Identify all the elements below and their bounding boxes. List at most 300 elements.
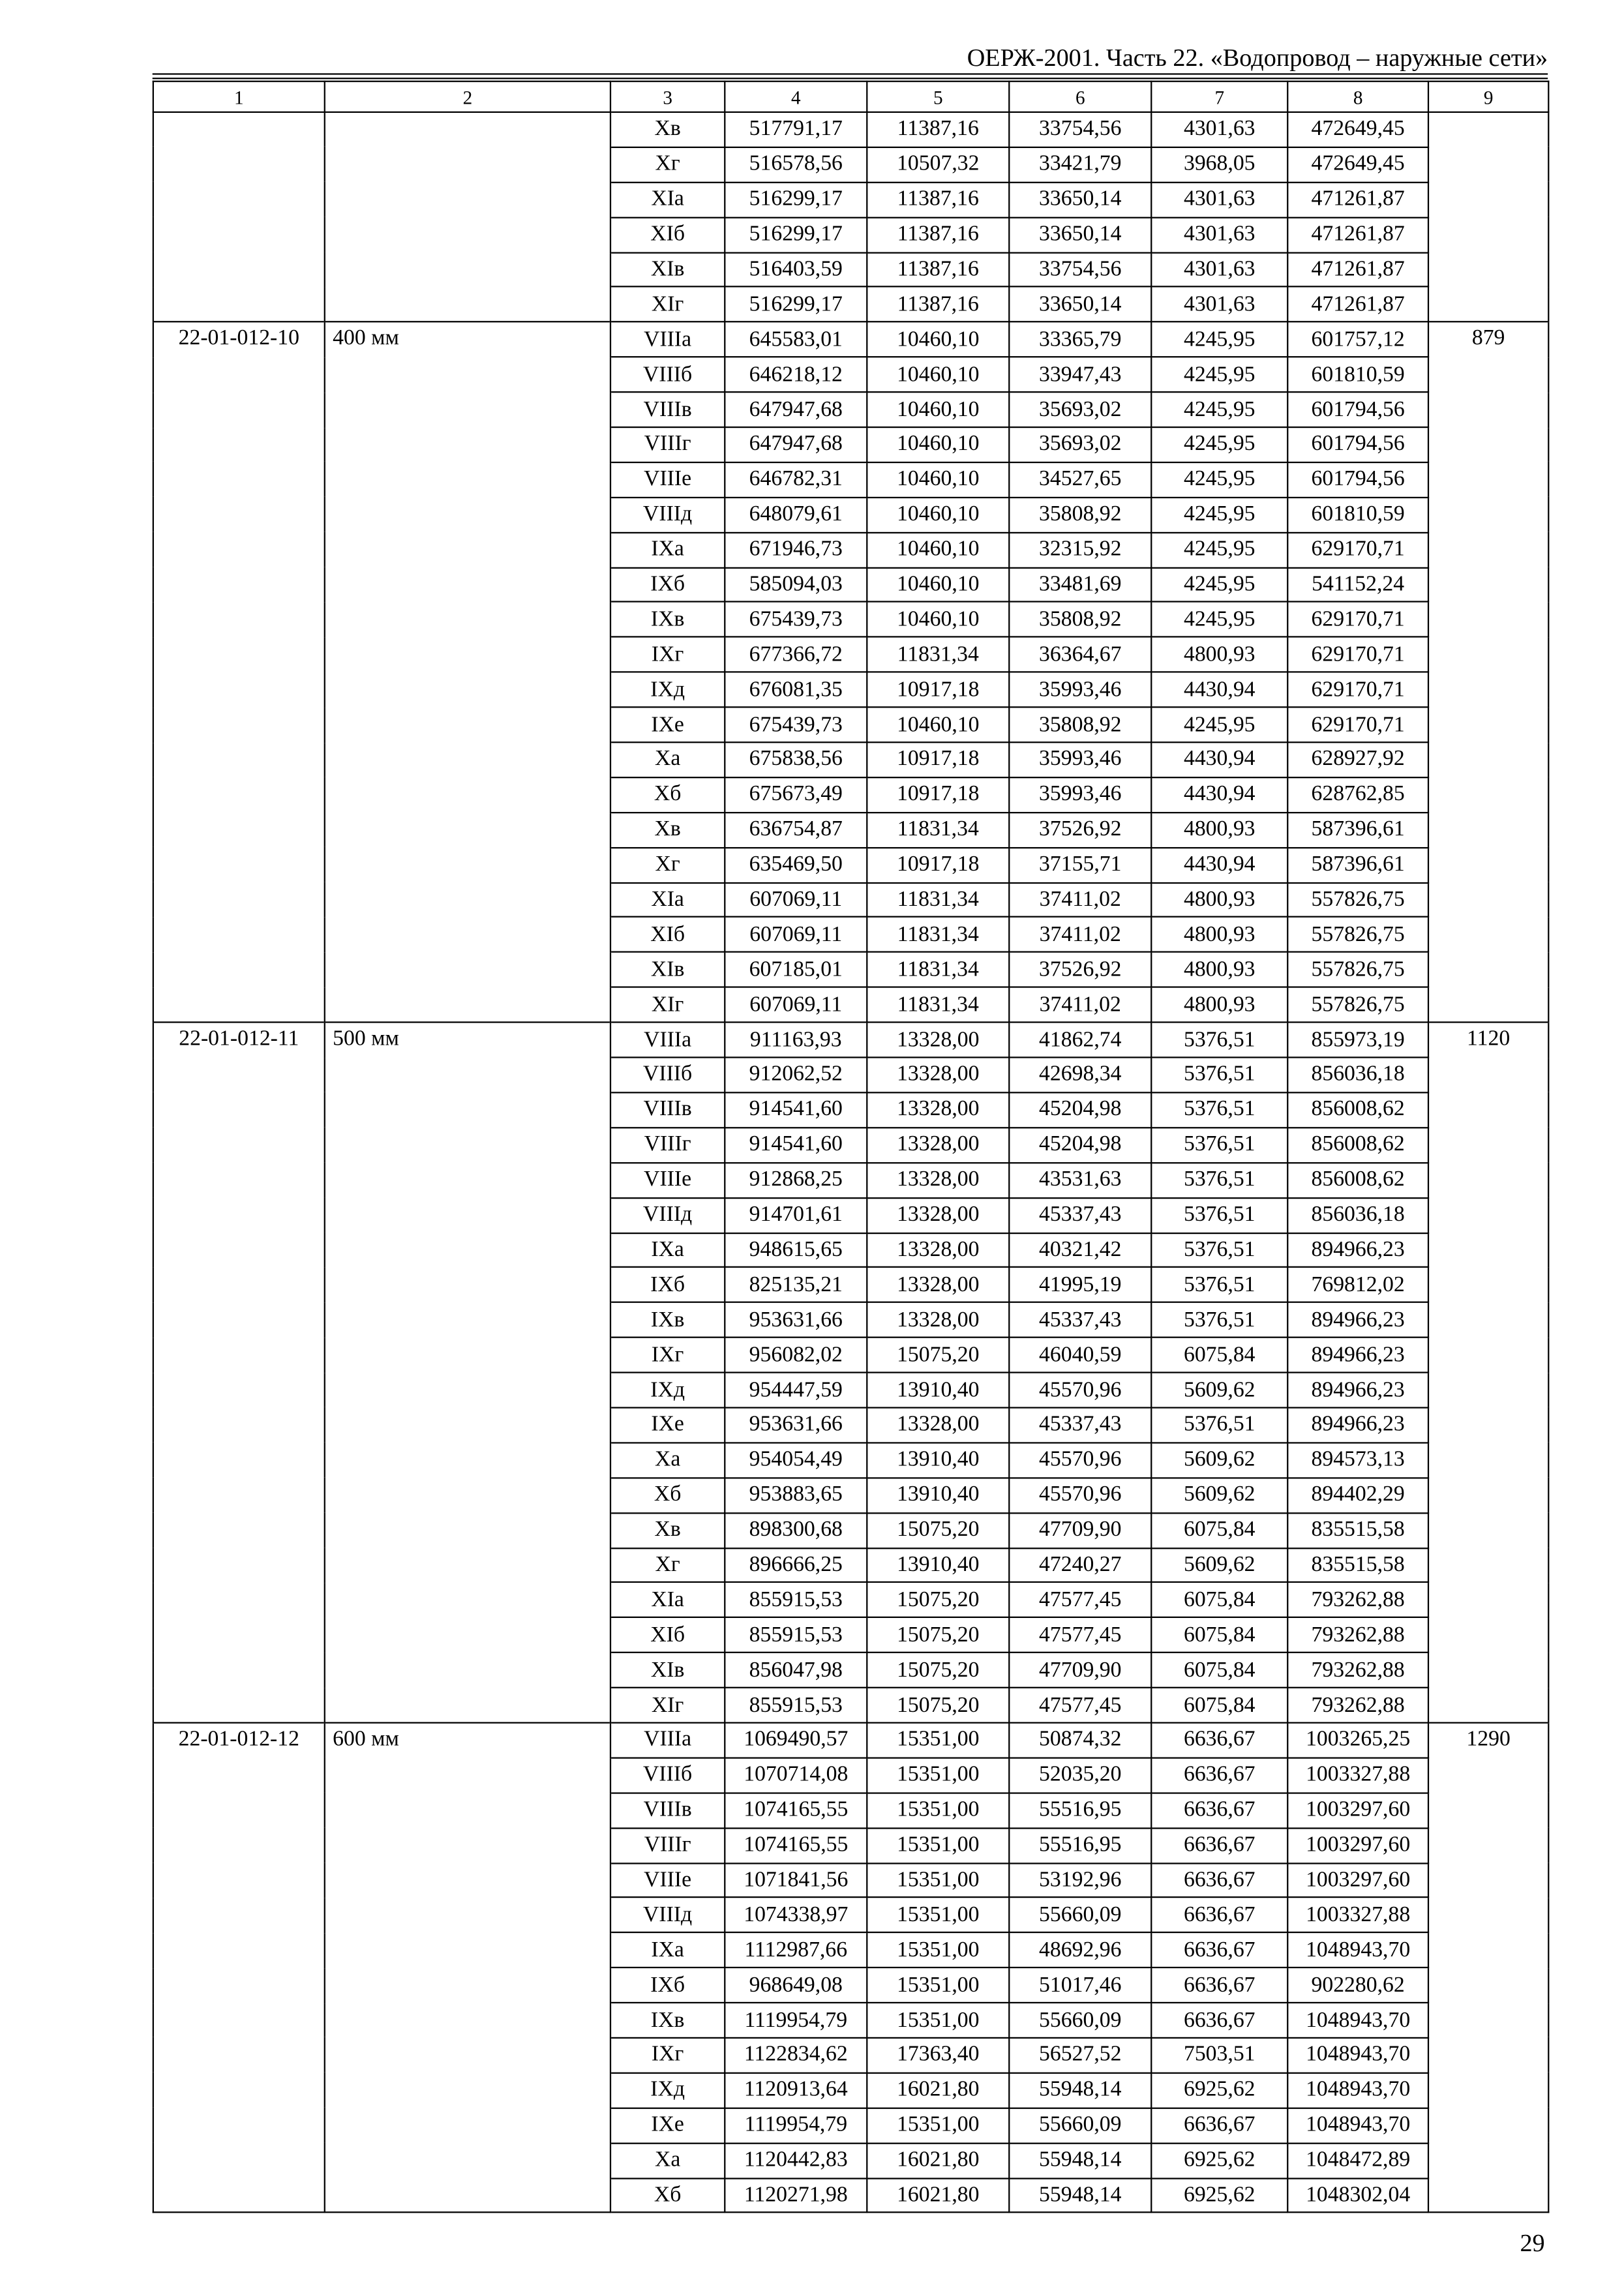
table-row (153, 1163, 1548, 1198)
total-cost-cell: 855915,53 (725, 1583, 867, 1618)
total-cost-cell: 516299,17 (725, 182, 867, 217)
machines-cell: 52035,20 (1009, 1758, 1151, 1793)
machinist-wages-cell: 4800,93 (1151, 882, 1287, 918)
table-row (153, 112, 1548, 147)
rate-code-cell (153, 987, 325, 1023)
machinist-wages-cell: 5376,51 (1151, 1163, 1287, 1198)
rate-code-cell (153, 252, 325, 288)
total-cost-cell: 1112987,66 (725, 1933, 867, 1968)
machines-cell: 35993,46 (1009, 777, 1151, 813)
table-row (153, 182, 1548, 217)
zone-cell: IХб (610, 567, 725, 603)
table-row (153, 1688, 1548, 1723)
materials-cell: 793262,88 (1287, 1618, 1428, 1653)
machines-cell: 40321,42 (1009, 1233, 1151, 1268)
labor-cost-cell (1428, 847, 1548, 882)
machinist-wages-cell: 6075,84 (1151, 1512, 1287, 1548)
labor-cost-cell (1428, 112, 1548, 147)
table-row (153, 2003, 1548, 2038)
column-header: 3 (610, 82, 725, 112)
machinist-wages-cell: 4245,95 (1151, 603, 1287, 638)
rate-code-cell (153, 918, 325, 953)
labor-cost-cell (1428, 708, 1548, 743)
table-body (153, 112, 1548, 2213)
materials-cell: 894966,23 (1287, 1302, 1428, 1338)
table-row (153, 567, 1548, 603)
table-row (153, 742, 1548, 777)
zone-cell: Хб (610, 1478, 725, 1513)
wages-cell: 10917,18 (867, 672, 1009, 708)
total-cost-cell: 676081,35 (725, 672, 867, 708)
pipe-diameter-cell (325, 672, 610, 708)
materials-cell: 855973,19 (1287, 1023, 1428, 1058)
wages-cell: 13328,00 (867, 1092, 1009, 1128)
materials-cell: 856036,18 (1287, 1197, 1428, 1233)
wages-cell: 13328,00 (867, 1128, 1009, 1163)
table-row (153, 1478, 1548, 1513)
machines-cell: 47577,45 (1009, 1618, 1151, 1653)
machines-cell: 33365,79 (1009, 322, 1151, 357)
wages-cell: 11831,34 (867, 952, 1009, 987)
table-row (153, 1407, 1548, 1443)
machinist-wages-cell: 4301,63 (1151, 182, 1287, 217)
machinist-wages-cell: 4430,94 (1151, 847, 1287, 882)
wages-cell: 15351,00 (867, 1967, 1009, 2003)
pipe-diameter-cell (325, 1828, 610, 1863)
machines-cell: 55948,14 (1009, 2143, 1151, 2178)
zone-cell: ХIв (610, 252, 725, 288)
materials-cell: 902280,62 (1287, 1967, 1428, 2003)
machines-cell: 37526,92 (1009, 813, 1151, 848)
labor-cost-cell (1428, 462, 1548, 498)
machinist-wages-cell: 5609,62 (1151, 1548, 1287, 1583)
materials-cell: 835515,58 (1287, 1548, 1428, 1583)
wages-cell: 15351,00 (867, 2003, 1009, 2038)
zone-cell: Хг (610, 847, 725, 882)
machinist-wages-cell: 5376,51 (1151, 1128, 1287, 1163)
rate-code-cell (153, 1197, 325, 1233)
total-cost-cell: 953883,65 (725, 1478, 867, 1513)
labor-cost-cell (1428, 427, 1548, 462)
wages-cell: 15351,00 (867, 1758, 1009, 1793)
rate-code-cell (153, 1758, 325, 1793)
zone-cell: IХа (610, 1233, 725, 1268)
labor-cost-cell (1428, 1863, 1548, 1898)
wages-cell: 10460,10 (867, 462, 1009, 498)
zone-cell: IХв (610, 603, 725, 638)
materials-cell: 1048943,70 (1287, 2003, 1428, 2038)
zone-cell: ХIб (610, 217, 725, 252)
wages-cell: 10917,18 (867, 777, 1009, 813)
materials-cell: 1048943,70 (1287, 2038, 1428, 2073)
pipe-diameter-cell (325, 2143, 610, 2178)
pipe-diameter-cell (325, 1933, 610, 1968)
labor-cost-cell (1428, 252, 1548, 288)
table-row (153, 1618, 1548, 1653)
rate-code-cell (153, 1338, 325, 1373)
total-cost-cell: 647947,68 (725, 427, 867, 462)
rate-code-cell (153, 813, 325, 848)
pipe-diameter-cell (325, 427, 610, 462)
zone-cell: IХд (610, 2073, 725, 2108)
rate-code-cell (153, 777, 325, 813)
machinist-wages-cell: 4430,94 (1151, 742, 1287, 777)
wages-cell: 15075,20 (867, 1618, 1009, 1653)
machinist-wages-cell: 6636,67 (1151, 2003, 1287, 2038)
machines-cell: 47577,45 (1009, 1688, 1151, 1723)
pipe-diameter-cell (325, 1268, 610, 1303)
table-row (153, 603, 1548, 638)
materials-cell: 628762,85 (1287, 777, 1428, 813)
column-header: 2 (325, 82, 610, 112)
wages-cell: 15075,20 (867, 1512, 1009, 1548)
total-cost-cell: 855915,53 (725, 1618, 867, 1653)
machines-cell: 55948,14 (1009, 2073, 1151, 2108)
wages-cell: 15075,20 (867, 1583, 1009, 1618)
machinist-wages-cell: 5376,51 (1151, 1058, 1287, 1093)
rate-code-cell (153, 2003, 325, 2038)
machines-cell: 35993,46 (1009, 672, 1151, 708)
machinist-wages-cell: 4800,93 (1151, 637, 1287, 672)
machines-cell: 37155,71 (1009, 847, 1151, 882)
rate-code-cell: 22-01-012-12 (153, 1723, 325, 1758)
zone-cell: Хб (610, 2178, 725, 2213)
pipe-diameter-cell (325, 918, 610, 953)
table-row (153, 287, 1548, 322)
pipe-diameter-cell (325, 2073, 610, 2108)
rate-code-cell (153, 1548, 325, 1583)
pipe-diameter-cell: 600 мм (325, 1723, 610, 1758)
labor-cost-cell (1428, 882, 1548, 918)
running-header: ОЕРЖ-2001. Часть 22. «Водопровод – наружные сети» (967, 44, 1548, 72)
labor-cost-cell (1428, 1758, 1548, 1793)
total-cost-cell: 635469,50 (725, 847, 867, 882)
rate-code-cell (153, 1863, 325, 1898)
total-cost-cell: 517791,17 (725, 112, 867, 147)
total-cost-cell: 675439,73 (725, 603, 867, 638)
table-row (153, 637, 1548, 672)
pipe-diameter-cell (325, 567, 610, 603)
zone-cell: Хг (610, 147, 725, 183)
table-row (153, 1443, 1548, 1478)
pipe-diameter-cell (325, 1302, 610, 1338)
labor-cost-cell (1428, 1407, 1548, 1443)
labor-cost-cell (1428, 392, 1548, 427)
pipe-diameter-cell (325, 392, 610, 427)
labor-cost-cell (1428, 987, 1548, 1023)
materials-cell: 472649,45 (1287, 112, 1428, 147)
machinist-wages-cell: 4245,95 (1151, 532, 1287, 567)
machinist-wages-cell: 6636,67 (1151, 1898, 1287, 1933)
materials-cell: 1003297,60 (1287, 1863, 1428, 1898)
machinist-wages-cell: 6636,67 (1151, 2108, 1287, 2143)
materials-cell: 557826,75 (1287, 918, 1428, 953)
materials-cell: 628927,92 (1287, 742, 1428, 777)
machines-cell: 32315,92 (1009, 532, 1151, 567)
machines-cell: 45337,43 (1009, 1302, 1151, 1338)
zone-cell: IХе (610, 2108, 725, 2143)
zone-cell: ХIа (610, 882, 725, 918)
pipe-diameter-cell (325, 1443, 610, 1478)
total-cost-cell: 607069,11 (725, 987, 867, 1023)
zone-cell: IХа (610, 1933, 725, 1968)
labor-cost-cell (1428, 2038, 1548, 2073)
table-row (153, 1338, 1548, 1373)
materials-cell: 471261,87 (1287, 252, 1428, 288)
pipe-diameter-cell (325, 1373, 610, 1408)
materials-cell: 793262,88 (1287, 1583, 1428, 1618)
total-cost-cell: 912062,52 (725, 1058, 867, 1093)
pipe-diameter-cell (325, 1233, 610, 1268)
rate-code-cell (153, 1058, 325, 1093)
wages-cell: 11831,34 (867, 987, 1009, 1023)
labor-cost-cell (1428, 603, 1548, 638)
table-row (153, 532, 1548, 567)
wages-cell: 15075,20 (867, 1653, 1009, 1688)
table-row (153, 1898, 1548, 1933)
machines-cell: 36364,67 (1009, 637, 1151, 672)
materials-cell: 894966,23 (1287, 1407, 1428, 1443)
rate-code-cell (153, 1898, 325, 1933)
rate-code-cell (153, 1967, 325, 2003)
machinist-wages-cell: 5376,51 (1151, 1023, 1287, 1058)
materials-cell: 629170,71 (1287, 708, 1428, 743)
table-row (153, 1058, 1548, 1093)
pipe-diameter-cell (325, 1653, 610, 1688)
zone-cell: Хг (610, 1548, 725, 1583)
labor-cost-cell (1428, 1128, 1548, 1163)
labor-cost-cell (1428, 2073, 1548, 2108)
zone-cell: VIIIб (610, 1758, 725, 1793)
table-row (153, 1128, 1548, 1163)
machines-cell: 45570,96 (1009, 1478, 1151, 1513)
rate-code-cell (153, 742, 325, 777)
table-row (153, 777, 1548, 813)
labor-cost-cell (1428, 918, 1548, 953)
materials-cell: 557826,75 (1287, 882, 1428, 918)
pipe-diameter-cell (325, 1618, 610, 1653)
pipe-diameter-cell (325, 1407, 610, 1443)
labor-cost-cell (1428, 2108, 1548, 2143)
total-cost-cell: 646218,12 (725, 357, 867, 393)
wages-cell: 10507,32 (867, 147, 1009, 183)
table-row (153, 462, 1548, 498)
zone-cell: ХIг (610, 987, 725, 1023)
zone-cell: VIIIа (610, 1023, 725, 1058)
wages-cell: 10460,10 (867, 603, 1009, 638)
wages-cell: 11387,16 (867, 252, 1009, 288)
total-cost-cell: 646782,31 (725, 462, 867, 498)
wages-cell: 11831,34 (867, 882, 1009, 918)
machines-cell: 35808,92 (1009, 603, 1151, 638)
machines-cell: 37411,02 (1009, 882, 1151, 918)
table-row (153, 1548, 1548, 1583)
wages-cell: 15351,00 (867, 1933, 1009, 1968)
zone-cell: VIIIе (610, 1863, 725, 1898)
rate-code-cell (153, 1233, 325, 1268)
machines-cell: 35808,92 (1009, 708, 1151, 743)
total-cost-cell: 645583,01 (725, 322, 867, 357)
pipe-diameter-cell (325, 2038, 610, 2073)
table-row (153, 1092, 1548, 1128)
wages-cell: 10917,18 (867, 847, 1009, 882)
pipe-diameter-cell (325, 1128, 610, 1163)
total-cost-cell: 607069,11 (725, 882, 867, 918)
column-header: 1 (153, 82, 325, 112)
zone-cell: VIIIа (610, 1723, 725, 1758)
labor-cost-cell (1428, 1548, 1548, 1583)
materials-cell: 894573,13 (1287, 1443, 1428, 1478)
table-row (153, 1828, 1548, 1863)
total-cost-cell: 607069,11 (725, 918, 867, 953)
machines-cell: 55660,09 (1009, 2108, 1151, 2143)
materials-cell: 769812,02 (1287, 1268, 1428, 1303)
total-cost-cell: 516299,17 (725, 217, 867, 252)
pipe-diameter-cell (325, 357, 610, 393)
wages-cell: 15351,00 (867, 1898, 1009, 1933)
materials-cell: 793262,88 (1287, 1653, 1428, 1688)
wages-cell: 11831,34 (867, 813, 1009, 848)
table-row (153, 357, 1548, 393)
table-row (153, 147, 1548, 183)
rate-code-cell (153, 1828, 325, 1863)
table-row (153, 252, 1548, 288)
machinist-wages-cell: 6075,84 (1151, 1618, 1287, 1653)
total-cost-cell: 585094,03 (725, 567, 867, 603)
total-cost-cell: 516578,56 (725, 147, 867, 183)
rate-code-cell (153, 1443, 325, 1478)
total-cost-cell: 675673,49 (725, 777, 867, 813)
pipe-diameter-cell (325, 708, 610, 743)
total-cost-cell: 671946,73 (725, 532, 867, 567)
zone-cell: IХв (610, 1302, 725, 1338)
machines-cell: 46040,59 (1009, 1338, 1151, 1373)
price-table (153, 81, 1550, 2214)
wages-cell: 17363,40 (867, 2038, 1009, 2073)
rate-code-cell (153, 1653, 325, 1688)
labor-cost-cell (1428, 1302, 1548, 1338)
machines-cell: 35993,46 (1009, 742, 1151, 777)
labor-cost-cell (1428, 1933, 1548, 1968)
zone-cell: VIIIг (610, 1828, 725, 1863)
zone-cell: Хб (610, 777, 725, 813)
wages-cell: 10917,18 (867, 742, 1009, 777)
pipe-diameter-cell (325, 147, 610, 183)
machinist-wages-cell: 6636,67 (1151, 1933, 1287, 1968)
zone-cell: VIIIе (610, 462, 725, 498)
machines-cell: 50874,32 (1009, 1723, 1151, 1758)
pipe-diameter-cell (325, 1197, 610, 1233)
materials-cell: 587396,61 (1287, 847, 1428, 882)
total-cost-cell: 914541,60 (725, 1092, 867, 1128)
labor-cost-cell (1428, 567, 1548, 603)
zone-cell: ХIб (610, 1618, 725, 1653)
zone-cell: Ха (610, 1443, 725, 1478)
pipe-diameter-cell (325, 637, 610, 672)
zone-cell: IХг (610, 2038, 725, 2073)
labor-cost-cell (1428, 147, 1548, 183)
table-row (153, 2178, 1548, 2213)
wages-cell: 13910,40 (867, 1478, 1009, 1513)
labor-cost-cell: 879 (1428, 322, 1548, 357)
column-header: 6 (1009, 82, 1151, 112)
pipe-diameter-cell (325, 603, 610, 638)
wages-cell: 11831,34 (867, 637, 1009, 672)
materials-cell: 894966,23 (1287, 1233, 1428, 1268)
wages-cell: 11831,34 (867, 918, 1009, 953)
machinist-wages-cell: 4245,95 (1151, 498, 1287, 533)
pipe-diameter-cell (325, 1793, 610, 1828)
machines-cell: 33481,69 (1009, 567, 1151, 603)
wages-cell: 10460,10 (867, 532, 1009, 567)
column-header: 7 (1151, 82, 1287, 112)
wages-cell: 13328,00 (867, 1023, 1009, 1058)
machines-cell: 55660,09 (1009, 1898, 1151, 1933)
machinist-wages-cell: 4301,63 (1151, 217, 1287, 252)
pipe-diameter-cell (325, 1163, 610, 1198)
machines-cell: 47709,90 (1009, 1653, 1151, 1688)
wages-cell: 13328,00 (867, 1163, 1009, 1198)
pipe-diameter-cell (325, 1583, 610, 1618)
materials-cell: 894402,29 (1287, 1478, 1428, 1513)
materials-cell: 1048472,89 (1287, 2143, 1428, 2178)
table-row (153, 1653, 1548, 1688)
wages-cell: 10460,10 (867, 322, 1009, 357)
machinist-wages-cell: 5376,51 (1151, 1302, 1287, 1338)
materials-cell: 601810,59 (1287, 498, 1428, 533)
materials-cell: 856008,62 (1287, 1128, 1428, 1163)
total-cost-cell: 1069490,57 (725, 1723, 867, 1758)
materials-cell: 856008,62 (1287, 1163, 1428, 1198)
total-cost-cell: 1074165,55 (725, 1793, 867, 1828)
pipe-diameter-cell (325, 1898, 610, 1933)
wages-cell: 15075,20 (867, 1688, 1009, 1723)
rate-code-cell (153, 147, 325, 183)
rate-code-cell (153, 1373, 325, 1408)
table-row (153, 918, 1548, 953)
rate-code-cell (153, 462, 325, 498)
wages-cell: 13910,40 (867, 1373, 1009, 1408)
labor-cost-cell (1428, 1653, 1548, 1688)
table-row (153, 1933, 1548, 1968)
zone-cell: VIIIг (610, 427, 725, 462)
wages-cell: 15351,00 (867, 1793, 1009, 1828)
labor-cost-cell (1428, 2003, 1548, 2038)
machines-cell: 55516,95 (1009, 1793, 1151, 1828)
total-cost-cell: 856047,98 (725, 1653, 867, 1688)
rate-code-cell (153, 2073, 325, 2108)
labor-cost-cell (1428, 777, 1548, 813)
labor-cost-cell (1428, 1512, 1548, 1548)
materials-cell: 601810,59 (1287, 357, 1428, 393)
machines-cell: 45337,43 (1009, 1197, 1151, 1233)
table-row (153, 1373, 1548, 1408)
machinist-wages-cell: 6075,84 (1151, 1583, 1287, 1618)
table-row (153, 1723, 1548, 1758)
pipe-diameter-cell (325, 112, 610, 147)
materials-cell: 1048943,70 (1287, 1933, 1428, 1968)
pipe-diameter-cell: 500 мм (325, 1023, 610, 1058)
machinist-wages-cell: 6636,67 (1151, 1828, 1287, 1863)
labor-cost-cell (1428, 1828, 1548, 1863)
pipe-diameter-cell (325, 498, 610, 533)
machines-cell: 48692,96 (1009, 1933, 1151, 1968)
machinist-wages-cell: 5609,62 (1151, 1443, 1287, 1478)
total-cost-cell: 954054,49 (725, 1443, 867, 1478)
pipe-diameter-cell (325, 952, 610, 987)
machines-cell: 33947,43 (1009, 357, 1151, 393)
table-row (153, 1967, 1548, 2003)
